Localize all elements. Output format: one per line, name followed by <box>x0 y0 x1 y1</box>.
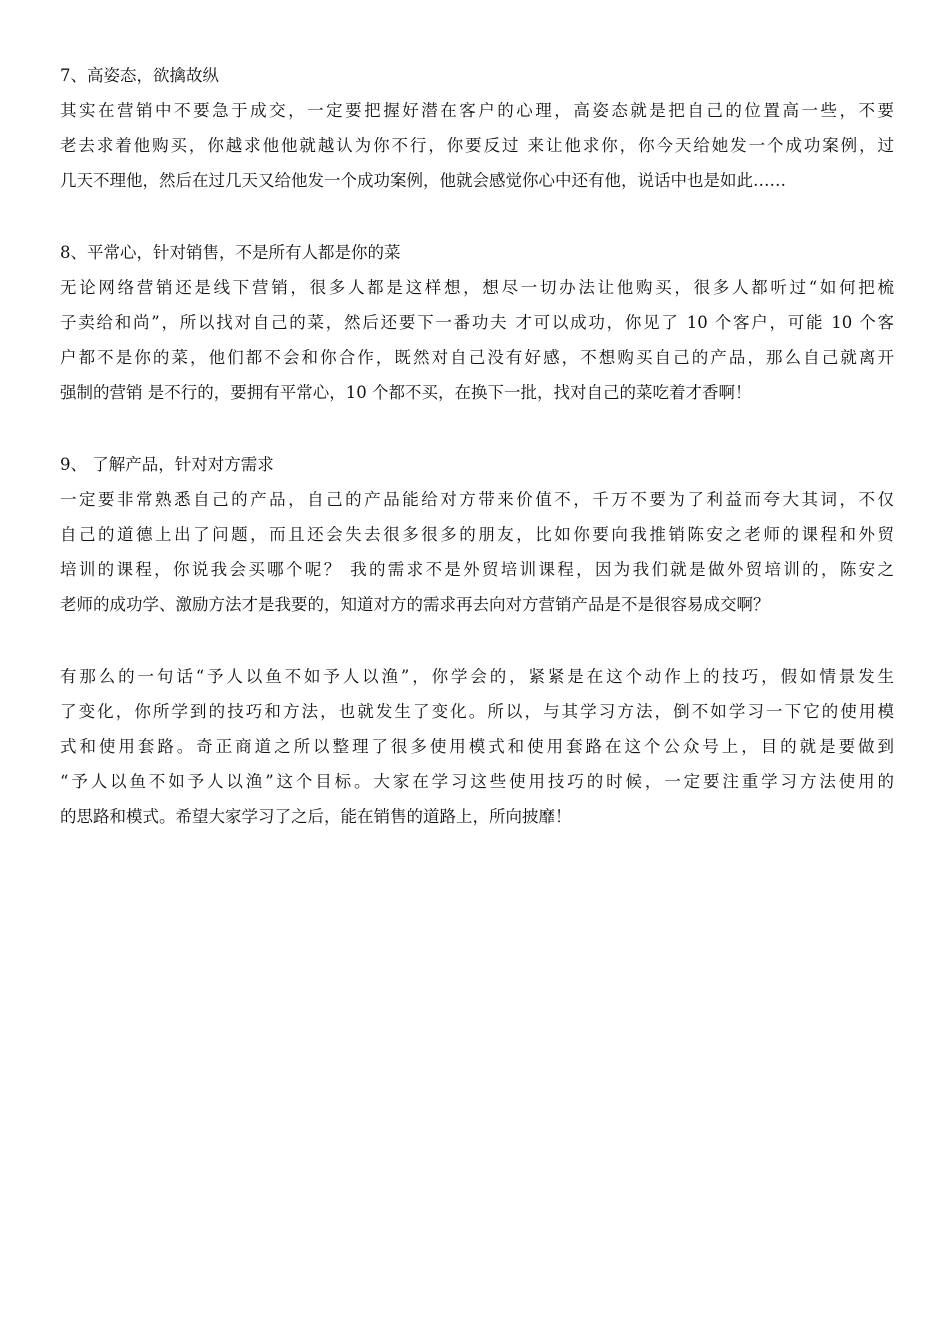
paragraph-line: “予人以鱼不如予人以渔”这个目标。大家在学习这些使用技巧的时候，一定要注重学习方法使用的 <box>60 772 894 791</box>
document-page <box>60 64 894 840</box>
closing-paragraph <box>60 665 894 829</box>
paragraph-line: 子卖给和尚”，所以找对自己的菜，然后还要下一番功夫 才可以成功，你见了 10 个客户，可能 10 个客 <box>60 313 894 332</box>
paragraph-line: 的思路和模式。希望大家学习了之后，能在销售的道路上，所向披靡！ <box>60 807 572 826</box>
section-heading: 8、平常心，针对销售，不是所有人都是你的菜 <box>60 243 401 262</box>
section-heading: 9、 了解产品，针对对方需求 <box>60 455 274 474</box>
section-9 <box>60 453 894 617</box>
paragraph-line: 自己的道德上出了问题，而且还会失去很多很多的朋友，比如你要向我推销陈安之老师的课程和外贸 <box>60 525 894 544</box>
paragraph-line: 了变化，你所学到的技巧和方法，也就发生了变化。所以，与其学习方法，倒不如学习一下它的使用模 <box>60 702 894 721</box>
paragraph-line: 其实在营销中不要急于成交，一定要把握好潜在客户的心理，高姿态就是把自己的位置高一些，不要 <box>60 101 894 120</box>
paragraph-line: 老去求着他购买，你越求他他就越认为你不行，你要反过 来让他求你，你今天给她发一个成功案例，过 <box>60 136 894 155</box>
section-7 <box>60 64 894 193</box>
paragraph-line: 户都不是你的菜，他们都不会和你合作，既然对自己没有好感，不想购买自己的产品，那么自己就离开 <box>60 348 894 367</box>
paragraph-line: 强制的营销 是不行的，要拥有平常心，10 个都不买，在换下一批，找对自己的菜吃着才香啊！ <box>60 383 752 402</box>
paragraph-line: 一定要非常熟悉自己的产品，自己的产品能给对方带来价值不，千万不要为了利益而夸大其词，不仅 <box>60 490 894 509</box>
paragraph-line: 培训的课程，你说我会买哪个呢？ 我的需求不是外贸培训课程，因为我们就是做外贸培训的，陈安之 <box>60 560 894 579</box>
paragraph-line: 式和使用套路。奇正商道之所以整理了很多使用模式和使用套路在这个公众号上，目的就是要做到 <box>60 737 894 756</box>
section-heading: 7、高姿态，欲擒故纵 <box>60 66 219 85</box>
paragraph-line: 有那么的一句话“予人以鱼不如予人以渔”，你学会的，紧紧是在这个动作上的技巧，假如情景发生 <box>60 667 894 686</box>
paragraph-line: 无论网络营销还是线下营销，很多人都是这样想，想尽一切办法让他购买，很多人都听过“如何把梳 <box>60 278 894 297</box>
section-8 <box>60 241 894 405</box>
paragraph-line: 几天不理他，然后在过几天又给他发一个成功案例，他就会感觉你心中还有他，说话中也是如此…… <box>60 171 786 190</box>
paragraph-line: 老师的成功学、激励方法才是我要的，知道对方的需求再去向对方营销产品是不是很容易成交啊？ <box>60 595 770 614</box>
